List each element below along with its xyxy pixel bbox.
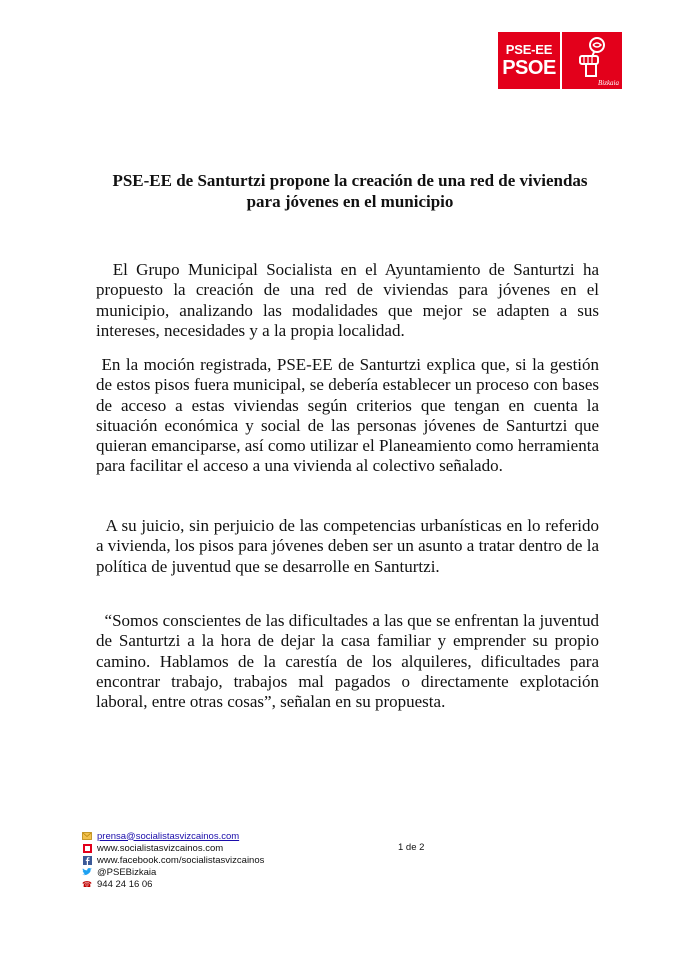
- phone-number: 944 24 16 06: [97, 878, 153, 890]
- email-link[interactable]: prensa@socialistasvizcainos.com: [97, 830, 240, 842]
- website-link[interactable]: www.socialistasvizcainos.com: [97, 842, 224, 854]
- footer-email-row: [82, 830, 582, 842]
- facebook-link[interactable]: www.facebook.com/socialistasvizcainos: [97, 854, 265, 866]
- logo-text-block: [498, 32, 560, 89]
- logo-line1: PSE-EE: [505, 41, 553, 57]
- page-number: 1 de 2: [398, 842, 425, 853]
- twitter-handle[interactable]: @PSEBizkaia: [97, 866, 157, 878]
- footer-twitter-row: [82, 866, 582, 878]
- phone-icon: ☎: [82, 879, 92, 889]
- web-icon: [82, 844, 92, 853]
- footer-facebook-row: [82, 854, 582, 866]
- envelope-icon: [82, 832, 92, 841]
- party-logo: [498, 32, 622, 89]
- paragraph-2: En la moción registrada, PSE-EE de Santurtzi explica que, si la gestión de estos pisos fuera municipal, se debería establecer un proceso con bases de acceso a estas viviendas según criterios que tengan en cuenta la situación económica y social de las personas jóvenes de Santurtzi que quieran emanciparse, así como utilizar el Planeamiento como herramienta para facilitar el acceso a una vivienda al colectivo señalado.: [96, 355, 604, 476]
- paragraph-4: “Somos conscientes de las dificultades a las que se enfrentan la juventud de Santurtzi a la hora de dejar la casa familiar y emprender su propio camino. Hablamos de la carestía de los alquileres, dificultades para encontrar trabajo, trabajos mal pagados o directamente explotación laboral, entre otras cosas”, señalan en su propuesta.: [96, 611, 604, 712]
- fist-rose-icon: [572, 36, 612, 78]
- logo-region: Bizkaia: [598, 79, 619, 87]
- logo-line2: PSOE: [502, 56, 556, 79]
- logo-emblem: [562, 32, 622, 89]
- footer-phone-row: [82, 878, 582, 890]
- paragraph-1: El Grupo Municipal Socialista en el Ayuntamiento de Santurtzi ha propuesto la creación de una red de viviendas para jóvenes en el municipio, analizando las modalidades que mejor se adapten a sus intereses, necesidades y a la propia localidad.: [96, 260, 604, 340]
- document-title: PSE-EE de Santurtzi propone la creación de una red de viviendas para jóvenes en el municipio: [112, 171, 588, 211]
- contact-footer: [82, 830, 582, 890]
- facebook-icon: [82, 856, 92, 865]
- footer-website-row: [82, 842, 582, 854]
- paragraph-3: A su juicio, sin perjuicio de las competencias urbanísticas en lo referido a vivienda, los pisos para jóvenes deben ser un asunto a tratar dentro de la política de juventud que se desarrolle en Santurtzi.: [96, 516, 604, 576]
- twitter-icon: [82, 868, 92, 877]
